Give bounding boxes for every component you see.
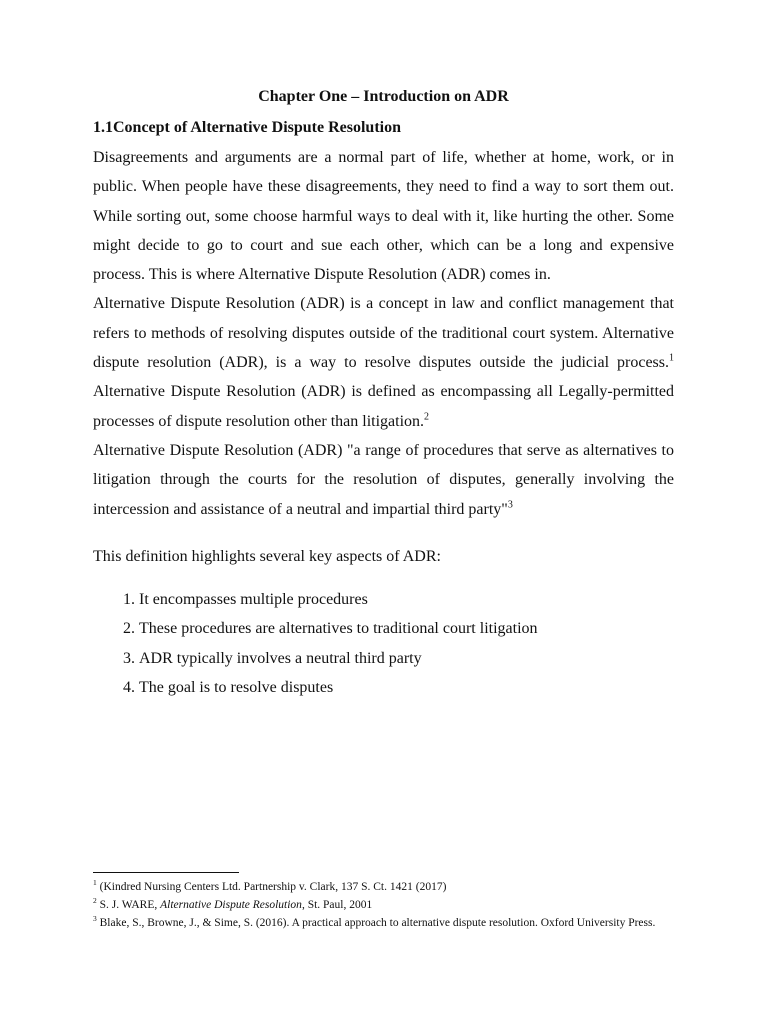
footnote-3 [93,912,674,930]
list-item: 4. The goal is to resolve disputes [139,673,674,702]
footnote-book-title: Alternative Dispute Resolution [160,898,302,911]
footnote-mark: 3 [93,913,97,923]
list-item: 2. These procedures are alternatives to traditional court litigation [139,614,674,643]
list-intro: This definition highlights several key aspects of ADR: [93,547,441,565]
footnote-mark: 2 [93,895,97,905]
footnote-text: , St. Paul, 2001 [301,898,373,911]
list-item: 3. ADR typically involves a neutral third party [139,644,674,673]
footnote-separator [93,872,239,873]
document-body [93,86,674,702]
paragraph-definition [93,289,674,435]
footnote-mark: 1 [93,878,97,887]
paragraph-definition-text-a: Alternative Dispute Resolution (ADR) is a concept in law and conflict management that refers to methods of resolving disputes outside of the traditional court system. Alternative dispute resolution (ADR), is a way to resolve disputes outside the judicial process. [93,295,674,372]
footnote-ref-1[interactable]: 1 [669,352,674,364]
footnote-ref-2[interactable]: 2 [424,411,430,423]
aspects-list [93,585,674,702]
footnote-text: S. J. WARE, [96,898,161,911]
footnote-ref-3[interactable]: 3 [507,499,513,511]
footnote-text: Blake, S., Browne, J., & Sime, S. (2016). A practical approach to alternative dispute resolution. Oxford University Press. [96,916,656,929]
list-item: 1. It encompasses multiple procedures [139,585,674,614]
paragraph-intro: Disagreements and arguments are a normal part of life, whether at home, work, or in public. When people have these disagreements, they need to find a way to sort them out. While sorting out, some choose harmful ways to deal with it, like hurting the other. Some might decide to go to court and sue each other, which can be a long and expensive process. This is where Alternative Dispute Resolution (ADR) comes in. [93,149,674,284]
paragraph-definition-text-b: Alternative Dispute Resolution (ADR) is defined as encompassing all Legally-permitted processes of dispute resolution other than litigation. [93,383,674,430]
footnote-2 [93,894,674,912]
paragraph-quote [93,436,674,524]
footnote-1 [93,876,674,894]
paragraph-quote-text: Alternative Dispute Resolution (ADR) "a range of procedures that serve as alternatives to litigation through the courts for the resolution of disputes, generally involving the intercession and assistance of a neutral and impartial third party" [93,441,674,518]
section-heading: 1.1Concept of Alternative Dispute Resolution [93,119,401,136]
footnotes-section [93,872,674,929]
footnote-text: (Kindred Nursing Centers Ltd. Partnership v. Clark, 137 S. Ct. 1421 (2017) [96,880,447,893]
chapter-title: Chapter One – Introduction on ADR [258,88,509,105]
